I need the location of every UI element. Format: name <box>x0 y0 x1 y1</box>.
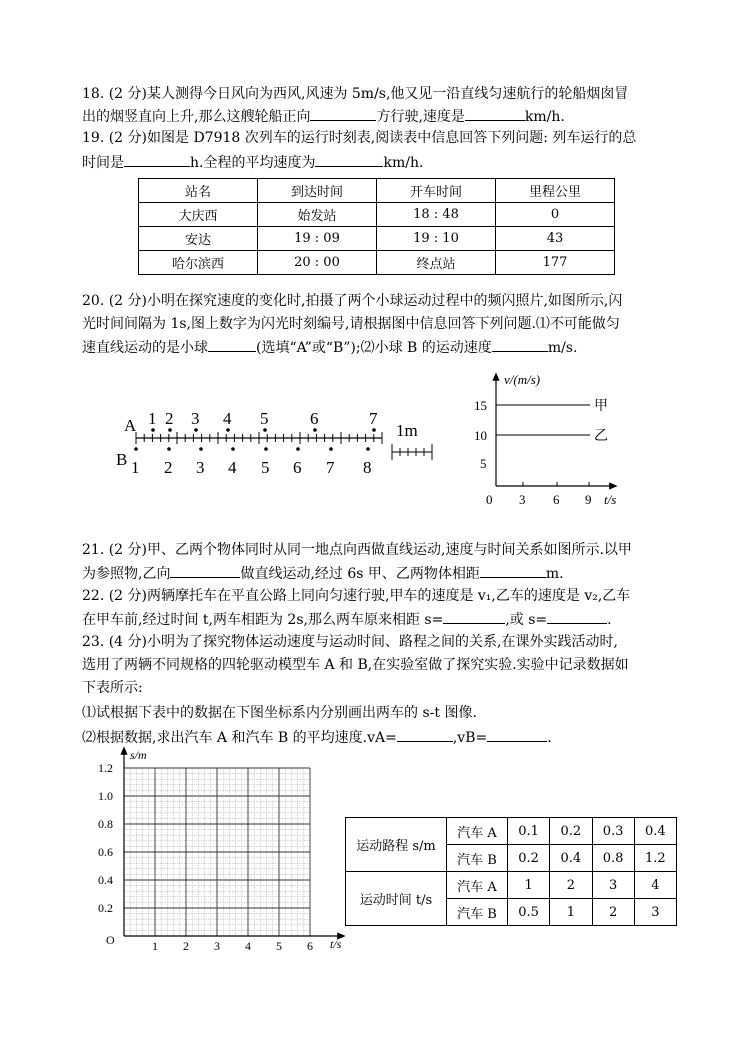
q18-text-c: km/h. <box>524 109 565 125</box>
vt-y-tick-10: 10 <box>474 428 487 443</box>
q18-text-a: 出的烟竖直向上升,那么这艘轮船正向 <box>82 109 311 125</box>
ball-a-dot <box>226 428 230 432</box>
train-timetable <box>138 178 615 275</box>
ball-a-label: A <box>124 416 137 435</box>
st-x-tick: 4 <box>245 939 251 953</box>
car-data-table <box>345 817 677 926</box>
q20-line2: 光时间间隔为 1s,图上数字为闪光时刻编号,请根据图中信息回答下列问题.⑴不可能做匀 <box>82 316 620 332</box>
ball-b-number: 2 <box>164 458 173 477</box>
q20-line3 <box>82 337 577 358</box>
st-y-tick-labels <box>98 761 113 915</box>
q20-blank-speed[interactable] <box>492 337 548 352</box>
table-cell: 18 : 48 <box>377 203 496 227</box>
st-x-tick: 5 <box>276 939 282 953</box>
table-header-cell: 开车时间 <box>377 179 496 203</box>
scale-label: 1m <box>396 421 418 440</box>
q20-text-a: 速直线运动的是小球 <box>82 340 208 356</box>
table-cell: 19 : 09 <box>258 227 377 251</box>
series-yi-label: 乙 <box>594 429 608 444</box>
q19-text-b: h.全程的平均速度为 <box>190 155 316 171</box>
q21-line1: 21. (2 分)甲、乙两个物体同时从同一地点向西做直线运动,速度与时间关系如图所示.以甲 <box>82 542 632 558</box>
table-row <box>139 251 615 275</box>
vt-graph <box>462 368 632 510</box>
row-label-car-a: 汽车 A <box>447 872 508 899</box>
st-y-tick: 1.0 <box>98 789 113 803</box>
q19-line2 <box>82 152 423 173</box>
table-header-row <box>139 179 615 203</box>
q21-text-b: 做直线运动,经过 6s 甲、乙两物体相距 <box>240 566 480 582</box>
ball-a-positions <box>148 409 378 432</box>
ball-a-number: 2 <box>165 409 174 428</box>
q23-text-b: ,vB= <box>452 730 488 746</box>
q23-text-a: ⑵根据数据,求出汽车 A 和汽车 B 的平均速度.vA= <box>82 730 397 746</box>
cell: 0.4 <box>634 818 676 845</box>
table-header-cell: 站名 <box>139 179 258 203</box>
st-graph-grid <box>90 746 352 958</box>
ball-a-dot <box>194 428 198 432</box>
q22-blank-s2[interactable] <box>547 609 607 624</box>
ball-b-label: B <box>116 450 128 469</box>
row-header-time: 运动时间 t/s <box>346 872 447 926</box>
ball-a-number: 6 <box>310 409 319 428</box>
ball-b-dot <box>199 447 203 451</box>
ball-b-number: 8 <box>363 458 372 477</box>
cell: 0.1 <box>508 818 550 845</box>
q23-blank-va[interactable] <box>397 727 453 742</box>
row-label-car-a: 汽车 A <box>447 818 508 845</box>
ball-a-dot <box>151 428 155 432</box>
ball-b-dot <box>167 447 171 451</box>
q18-blank-speed[interactable] <box>465 106 525 121</box>
st-origin: O <box>106 933 115 947</box>
ball-a-number: 4 <box>223 409 232 428</box>
st-y-tick: 0.8 <box>98 817 113 831</box>
vt-x-tick-3: 3 <box>519 492 526 507</box>
table-cell: 终点站 <box>377 251 496 275</box>
q18-line1: 18. (2 分)某人测得今日风向为西风,风速为 5m/s,他又见一沿直线匀速航行的轮船烟囱冒 <box>82 86 629 102</box>
row-label-car-b: 汽车 B <box>447 899 508 926</box>
vt-x-label: t/s <box>604 492 617 507</box>
table-header-cell: 到达时间 <box>258 179 377 203</box>
q20-text-b: (选填“A”或“B”);⑵小球 B 的运动速度 <box>256 340 492 356</box>
ball-b-number: 7 <box>326 458 335 477</box>
q19-text-c: km/h. <box>383 155 424 171</box>
cell: 3 <box>634 899 676 926</box>
table-header-cell: 里程公里 <box>496 179 615 203</box>
vt-origin: 0 <box>486 492 493 507</box>
ball-b-dot <box>329 447 333 451</box>
ball-b-number: 6 <box>293 458 302 477</box>
q21-blank-distance[interactable] <box>480 563 546 578</box>
st-x-tick: 3 <box>214 939 220 953</box>
q22-text-b: ,或 s= <box>505 612 548 628</box>
ball-b-number: 1 <box>131 458 140 477</box>
ball-a-number: 1 <box>148 409 157 428</box>
q22-text-a: 在甲车前,经过时间 t,两车相距为 2s,那么两车原来相距 s= <box>82 612 444 628</box>
q22-line2 <box>82 609 612 630</box>
ball-b-dot <box>231 447 235 451</box>
q18-text-b: 方行驶,速度是 <box>376 109 465 125</box>
q18-line2 <box>82 106 565 127</box>
ball-a-dot <box>168 428 172 432</box>
q19-line1: 19. (2 分)如图是 D7918 次列车的运行时刻表,阅读表中信息回答下列问题: 列车运行的总 <box>82 130 637 146</box>
table-cell: 20 : 00 <box>258 251 377 275</box>
vt-x-tick-6: 6 <box>553 492 560 507</box>
cell: 0.5 <box>508 899 550 926</box>
table-cell: 哈尔滨西 <box>139 251 258 275</box>
q19-text-a: 时间是 <box>82 155 124 171</box>
ball-b-dot <box>366 447 370 451</box>
st-x-label: t/s <box>330 937 342 951</box>
scale-bar <box>392 444 432 460</box>
ball-a-dot <box>313 428 317 432</box>
table-cell: 大庆西 <box>139 203 258 227</box>
ball-b-dot <box>296 447 300 451</box>
st-x-tick: 6 <box>307 939 313 953</box>
table-cell: 43 <box>496 227 615 251</box>
ball-a-number: 7 <box>369 409 378 428</box>
strobe-diagram <box>110 398 440 480</box>
cell: 0.3 <box>592 818 634 845</box>
vt-x-tick-9: 9 <box>585 492 592 507</box>
q20-blank-ball[interactable] <box>208 337 256 352</box>
cell: 0.2 <box>508 845 550 872</box>
table-cell: 始发站 <box>258 203 377 227</box>
q23-line4: ⑴试根据下表中的数据在下图坐标系内分别画出两车的 s-t 图像. <box>82 705 477 721</box>
row-label-car-b: 汽车 B <box>447 845 508 872</box>
cell: 2 <box>550 872 592 899</box>
ball-b-number: 5 <box>261 458 270 477</box>
cell: 0.2 <box>550 818 592 845</box>
cell: 1 <box>508 872 550 899</box>
table-cell: 0 <box>496 203 615 227</box>
q21-text-a: 为参照物,乙向 <box>82 566 171 582</box>
vt-y-label: v/(m/s) <box>504 372 541 387</box>
vt-y-tick-15: 15 <box>474 398 487 413</box>
q21-line2 <box>82 563 564 584</box>
q23-line2: 选用了两辆不同规格的四轮驱动模型车 A 和 B,在实验室做了探究实验.实验中记录数据如 <box>82 657 629 673</box>
q21-blank-direction[interactable] <box>170 563 240 578</box>
ball-a-number: 3 <box>191 409 200 428</box>
q22-line1: 22. (2 分)两辆摩托车在平直公路上同向匀速行驶,甲车的速度是 v₁,乙车的速度是 v₂,乙车 <box>82 588 631 604</box>
q21-text-c: m. <box>545 566 564 582</box>
vt-y-tick-5: 5 <box>480 456 487 471</box>
st-y-tick: 0.6 <box>98 845 113 859</box>
st-x-tick-labels <box>152 939 313 953</box>
ball-b-number: 3 <box>196 458 205 477</box>
q20-text-c: m/s. <box>547 340 578 356</box>
st-y-label: s/m <box>130 748 147 762</box>
cell: 0.8 <box>592 845 634 872</box>
table-cell: 安达 <box>139 227 258 251</box>
cell: 1.2 <box>634 845 676 872</box>
cell: 4 <box>634 872 676 899</box>
ball-b-dot <box>264 447 268 451</box>
cell: 1 <box>550 899 592 926</box>
q23-text-c: . <box>547 730 552 746</box>
table-cell: 19 : 10 <box>377 227 496 251</box>
table-cell: 177 <box>496 251 615 275</box>
row-header-distance: 运动路程 s/m <box>346 818 447 872</box>
q23-line5 <box>82 727 552 748</box>
ball-b-positions <box>131 447 372 477</box>
q22-blank-s1[interactable] <box>443 609 505 624</box>
st-y-tick: 0.2 <box>98 901 113 915</box>
q23-line3: 下表所示: <box>82 680 143 696</box>
cell: 2 <box>592 899 634 926</box>
q19-blank-time[interactable] <box>124 152 190 167</box>
q18-blank-direction[interactable] <box>310 106 376 121</box>
table-row <box>139 203 615 227</box>
q23-blank-vb[interactable] <box>487 727 547 742</box>
ball-a-dot <box>372 428 376 432</box>
q19-blank-speed[interactable] <box>315 152 383 167</box>
q20-line1: 20. (2 分)小明在探究速度的变化时,拍摄了两个小球运动过程中的频闪照片,如图所示,闪 <box>82 293 623 309</box>
st-grid-major <box>124 768 310 936</box>
st-y-tick: 0.4 <box>98 873 113 887</box>
st-x-tick: 1 <box>152 939 158 953</box>
cell: 3 <box>592 872 634 899</box>
st-x-tick: 2 <box>183 939 189 953</box>
ball-b-dot <box>134 447 138 451</box>
series-jia-label: 甲 <box>594 399 608 414</box>
table-row <box>139 227 615 251</box>
q22-text-c: . <box>607 612 612 628</box>
ball-b-number: 4 <box>228 458 237 477</box>
ball-a-dot <box>263 428 267 432</box>
q23-line1: 23. (4 分)小明为了探究物体运动速度与运动时间、路程之间的关系,在课外实践活动时, <box>82 634 618 650</box>
cell: 0.4 <box>550 845 592 872</box>
ball-a-number: 5 <box>260 409 269 428</box>
st-y-tick: 1.2 <box>98 761 113 775</box>
